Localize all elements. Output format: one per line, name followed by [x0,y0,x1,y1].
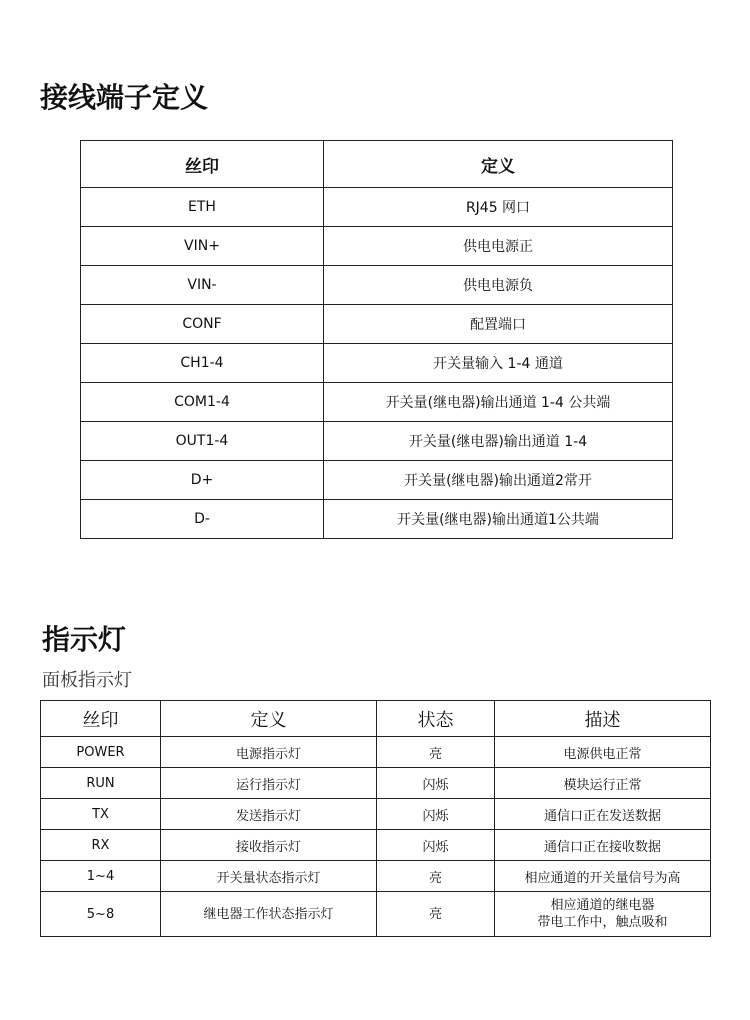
column-header-definition: 定义 [324,141,673,188]
table-cell: 闪烁 [377,799,495,830]
table-cell: 闪烁 [377,768,495,799]
table-cell: 开关量输入 1-4 通道 [324,344,673,383]
table-cell: 亮 [377,737,495,768]
column-header-silkscreen: 丝印 [41,701,161,737]
table-cell: 配置端口 [324,305,673,344]
column-header-description: 描述 [495,701,711,737]
table-cell: 供电电源负 [324,266,673,305]
table-cell: 闪烁 [377,830,495,861]
table-cell: 模块运行正常 [495,768,711,799]
table-cell: 供电电源正 [324,227,673,266]
table-cell: 亮 [377,892,495,937]
table-row [81,305,673,344]
table-row [81,344,673,383]
table-row [41,892,711,937]
table-cell: VIN+ [81,227,324,266]
table-row [41,737,711,768]
table-row [41,768,711,799]
table-cell: RUN [41,768,161,799]
table-cell: COM1-4 [81,383,324,422]
section-title-terminals: 接线端子定义 [40,81,209,114]
table-row [81,227,673,266]
table-cell: RX [41,830,161,861]
column-header-definition: 定义 [161,701,377,737]
table-cell: 开关量(继电器)输出通道2常开 [324,461,673,500]
table-cell: ETH [81,188,324,227]
table-cell: CONF [81,305,324,344]
section-subtitle: 面板指示灯 [42,670,132,691]
table-cell: 继电器工作状态指示灯 [161,892,377,937]
terminal-definition-table [80,140,673,539]
table-row [41,830,711,861]
table-row [41,861,711,892]
table-cell: 相应通道的继电器 带电工作中，触点吸和 [495,892,711,937]
table-cell: RJ45 网口 [324,188,673,227]
table-row [81,461,673,500]
table-cell: 亮 [377,861,495,892]
table-cell: 电源供电正常 [495,737,711,768]
table-row [81,422,673,461]
table-cell: 相应通道的开关量信号为高 [495,861,711,892]
indicator-table [40,700,711,937]
table-row [81,500,673,539]
column-header-silkscreen: 丝印 [81,141,324,188]
column-header-state: 状态 [377,701,495,737]
table-cell: D- [81,500,324,539]
table-cell: 电源指示灯 [161,737,377,768]
section-title-indicators: 指示灯 [42,623,127,656]
table-cell: 开关量(继电器)输出通道 1-4 [324,422,673,461]
table-cell: 开关量(继电器)输出通道1公共端 [324,500,673,539]
table-cell: TX [41,799,161,830]
table-cell: OUT1-4 [81,422,324,461]
table-cell: 发送指示灯 [161,799,377,830]
table-cell: 运行指示灯 [161,768,377,799]
table-cell: 开关量(继电器)输出通道 1-4 公共端 [324,383,673,422]
table-row [81,383,673,422]
table-cell: 接收指示灯 [161,830,377,861]
table-cell: 通信口正在发送数据 [495,799,711,830]
table-cell: D+ [81,461,324,500]
table-cell: VIN- [81,266,324,305]
table-cell: CH1-4 [81,344,324,383]
table-cell: 1~4 [41,861,161,892]
table-cell: 通信口正在接收数据 [495,830,711,861]
table-cell: 开关量状态指示灯 [161,861,377,892]
table-row [81,266,673,305]
table-cell: 5~8 [41,892,161,937]
table-cell: POWER [41,737,161,768]
table-row [81,188,673,227]
table-row [41,799,711,830]
